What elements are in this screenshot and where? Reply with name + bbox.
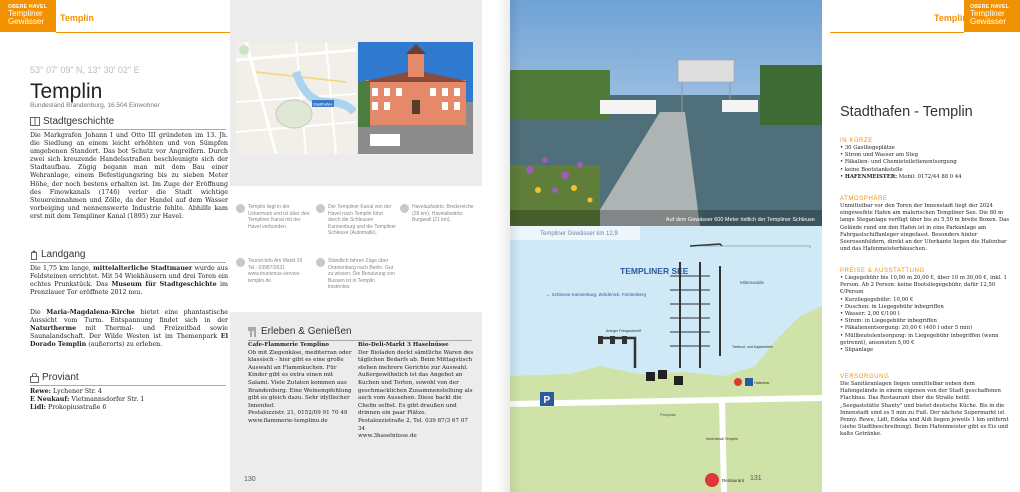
list-item: • Strom: in Liegegebühr inbegriffen — [840, 318, 937, 325]
landgang-p1 — [30, 265, 228, 297]
header-rule — [56, 32, 230, 33]
bio-text: Der Bioladen deckt sämtliche Waren des täglichen Bedarfs ab. Beim Mittagstisch stehen mehrere Gerichte zur Auswahl. Außergewöhnlich ist das Angebot an Kuchen und Torten, sowohl von der geschmacklichen Zusammenstellung als auch vom Aussehen. Diese backt die Chefin selbst. Es gibt draußen und drinnen ein paar Plätze. — [358, 349, 474, 417]
atmo-label: ATMOSPHÄRE — [840, 196, 888, 202]
map-innenstadt: Innenstadt Templin — [706, 437, 738, 441]
cafe-title: Cafe-Flammerie Templino — [248, 342, 330, 348]
info-tourist-text: Tourist-Info Am Markt 19 Tel.: 03987/2631 www.tourismus-service-templin.de — [248, 258, 303, 284]
erleben-rule — [248, 340, 472, 341]
landgang-p2-bold2: Naturtherme — [30, 325, 77, 333]
cafe-text: Ob mit Ziegenkäse, mediterran oder klassisch - hier gibt es eine große Auswahl an Flammkuchen. Für Kinder gibt es extra einen mit Salami. Viele Zutaten kommen aus Brandenburg. Eine Weinempfehlung gibt es gleich dazu. Sehr idyllischer Innenhof. — [248, 349, 352, 409]
cafe-address: Pestalozzistr. 21, 0152/09 91 70 49 — [248, 410, 348, 417]
city-map — [236, 42, 356, 154]
info-route-text: Der Templiner Kanal von der Havel nach Templin führt durch die Schleusen Kannenburg und die Templiner Schleuse (Automatik). — [328, 204, 397, 236]
harbor-map — [510, 226, 822, 492]
atmo-text: Unmittelbar vor den Toren der Innenstadt liegt der 2024 eingeweihte Hafen am malerischen Templiner See. Die 80 m lange Steganlage verfügt über bis zu 5,50 m breite Boxen. Das Gelände rund um den Hafen ist in eine Parkanlage am Fahrgastschiffanleger eingefasst. Besonders hinter Seerosenfeldern, direkt an der Uferkante liegen die Hafenbar und das Hafenmeisterhäuschen. — [840, 203, 1010, 253]
proviant-value: Prokopiusstraße 6 — [45, 404, 107, 412]
landgang-p2-bold: Maria-Magdalena-Kirche — [46, 309, 135, 316]
info-transport-text: Stündlich fahren Züge über Oranienburg nach Berlin. Gut zu wissen: Die Benutzung von Bussen ist in Templin kostenlos. — [328, 258, 395, 290]
list-item: • Liegegebühr bis 10,00 m 20,00 €, über 10 m 30,00 €, inkl. 1 Person. Ab 2 Person: keine Bootsliegegebühr, dafür 12,50 €/Person — [840, 275, 1007, 296]
map-label: Stadthafen — [313, 101, 333, 107]
erleben-title: Erleben & Genießen — [261, 326, 352, 337]
landgang-p2-bold3: El Dorado Templin — [30, 333, 228, 349]
info-route — [316, 204, 396, 237]
book-icon — [30, 117, 40, 126]
list-item: • Wasser: 2,00 €/100 l — [840, 311, 900, 318]
proviant-rule — [30, 385, 226, 386]
tab-region: OBERE HAVEL — [8, 4, 48, 10]
versorgung-text: Die Sanitäranlagen liegen unmittelbar neben dem Hafengelände in einem eigenen von der Stadt geschaffenen Flachbau. Das Restaurant über die Straße heißt „Seegaststätte Shanty" und bietet deutsche Küche. Bis in die Innenstadt sind es 5 min zu Fuß. Der nächste Supermarkt ist Penny. Rewe, Lidl, Edeka und Aldi liegen jeweils 1 km entfernt (siehe Stadtbeschreibung). Beim Hafenmeister gibt es Eis und kalte Getränke. — [840, 381, 1009, 438]
landgang-p1-post: im Prenzlauer Tor eröffnete 2012 neu. — [30, 281, 228, 297]
route-icon — [316, 204, 325, 213]
preise-item: Fäkalienentsorgung: 20,00 € (400 l oder 5 min) — [844, 325, 973, 332]
preise-list — [840, 275, 1010, 354]
landgang-p1-bold: mittelalterliche Stadtmauer — [93, 265, 193, 272]
bio-address: Pestalozzistraße 2, Tel. 039 87/3 67 07 34 — [358, 417, 468, 432]
landgang-title: Landgang — [41, 249, 86, 260]
landgang-rule — [30, 262, 226, 263]
location-icon — [236, 204, 245, 213]
kurz-item: keine Bootstankstelle — [844, 166, 903, 173]
parking-sign: P — [543, 395, 551, 406]
preise-item: Slipanlage — [844, 347, 874, 354]
info-distance — [400, 204, 476, 224]
info-transport — [316, 258, 396, 291]
kurz-list — [840, 145, 1010, 181]
erleben-col1 — [248, 342, 354, 426]
list-item: • Kurzliegegebühr: 10,00 € — [840, 296, 914, 303]
list-item: • Fäkalien- und Chemietoilettenentsorgung — [840, 159, 957, 166]
list-item: • 30 Gastliegeplätze — [840, 145, 895, 151]
section-tab — [0, 0, 56, 32]
preise-item: Strom: in Liegegebühr inbegriffen — [844, 318, 937, 325]
list-item: • Strom und Wasser am Steg — [840, 152, 918, 159]
page-number: 131 — [750, 475, 762, 482]
proviant-title: Proviant — [42, 372, 79, 383]
proviant-heading — [30, 372, 79, 383]
map-direction: ← Schleuse Kannenburg, Zehdenick, Fürstenberg — [546, 292, 647, 297]
tab-title: Templin — [60, 13, 94, 23]
versorgung-label: VERSORGUNG — [840, 374, 890, 380]
page-number: 130 — [244, 476, 256, 483]
section-tab — [964, 0, 1020, 32]
list-item: • Fäkalienentsorgung: 20,00 € (400 l oder 5 min) — [840, 325, 973, 332]
preise-item: Duschen: in Liegegebühr inbegriffen — [844, 303, 944, 310]
proviant-key: Rewe: — [30, 388, 51, 395]
preise-label: PREISE & AUSSTATTUNG — [840, 268, 925, 274]
stadtgeschichte-heading — [30, 116, 114, 127]
tab-line2: Gewässer — [970, 17, 1007, 26]
list-item — [30, 396, 228, 404]
landgang-p2-mid2: mit Thermal- und Freizeitbad sowie Saunalandschaft. Der Wilde Westen ist im Themenpark — [30, 325, 228, 341]
harbor-title: Stadthafen - Templin — [840, 104, 973, 120]
tab-line1: Templiner — [8, 9, 43, 18]
list-item: • Slipanlage — [840, 347, 874, 354]
hafenmeister-label: HAFENMEISTER: — [844, 173, 898, 180]
erleben-col2 — [358, 342, 476, 441]
harbor-photo — [510, 0, 822, 226]
map-restaurant: Restaurant — [722, 478, 745, 483]
info-location — [236, 204, 312, 230]
info-location-text: Templin liegt in der Uckermark und ist über den Templiner Kanal mit der Havel verbunden. — [248, 204, 310, 230]
hafenmeister-value: Mobil: 0172/44 88 0 44 — [897, 173, 962, 180]
cutlery-icon — [248, 327, 258, 337]
proviant-key: Lidl: — [30, 404, 46, 412]
map-tret: Tretboot- und Kajakverleih — [732, 345, 773, 349]
landgang-p2 — [30, 309, 228, 349]
kurz-label: IN KÜRZE — [840, 138, 873, 144]
preise-item: Kurzliegegebühr: 10,00 € — [844, 296, 914, 303]
stadtgeschichte-title: Stadtgeschichte — [43, 116, 115, 127]
proviant-key: E Neukauf: — [30, 396, 70, 404]
landgang-p1-mid: wurde aus Feldsteinen errichtet. Mit 54 Wiekhäusern und drei Toren ein echtes Prunkstück. Das — [30, 265, 228, 289]
proviant-value: Vietmannsdorfer Str. 1 — [69, 396, 145, 404]
stadtgeschichte-text: Die Markgrafen Johann I und Otto III gründeten im 13. Jh. die Siedlung an einem leicht erhöhten und von Sümpfen umgebenen Standort. Das bot Schutz vor Angreifern. Durch zwei sich kreuzende Handelsstraßen beschleunigte sich der Stadtaufbau. Zügig begann man mit dem Bau einer Wehranlage, einem Befestigungsring bis zu sieben Meter Höhe, der noch bestens erhalten ist. Im Zuge der Eröffnung des Finowkanals (1746) verlor die Stadt wichtige Steuereinnahmen und Zölle, da der Handel auf dem Wasser vorbeiging und nennenswerte Industrie fehlte. Abhilfe kam erst mit dem Templiner Kanal (1895) zur Havel. — [30, 132, 228, 220]
preise-item: Müllbeutelentsorgung: in Liegegebühr inbegriffen (wenn getrennt), ansonsten 5,00 € — [840, 332, 999, 346]
preise-item: Liegegebühr bis 10,00 m 20,00 €, über 10 m 30,00 €, inkl. 1 Person. Ab 2 Person: keine Bootsliegegebühr, dafür 12,50 €/Person — [840, 275, 1007, 296]
distance-icon — [400, 204, 409, 213]
list-item: • Müllbeutelentsorgung: in Liegegebühr inbegriffen (wenn getrennt), ansonsten 5,00 € — [840, 332, 999, 346]
proviant-list — [30, 388, 228, 412]
kurz-item: Fäkalien- und Chemietoilettenentsorgung — [844, 159, 957, 166]
map-parkplatz: Parkplatz — [660, 413, 676, 417]
landgang-p1-bold2: Museum für Stadtgeschichte — [111, 281, 217, 289]
shopping-bag-icon — [30, 373, 39, 383]
list-item: • HAFENMEISTER: Mobil: 0172/44 88 0 44 — [840, 173, 962, 180]
bio-title: Bio-Deli-Markt 3 Haselnüsse — [358, 342, 449, 348]
right-page — [510, 0, 1020, 492]
cafe-website[interactable]: www.flammerie-templino.de — [248, 417, 328, 424]
list-item: • keine Bootstankstelle — [840, 166, 903, 173]
tab-region: OBERE HAVEL — [970, 4, 1010, 10]
tab-title: Templin — [934, 13, 968, 23]
kurz-item: Strom und Wasser am Steg — [844, 152, 918, 159]
kurz-item: 30 Gastliegeplätze — [844, 145, 895, 151]
info-icon — [236, 258, 245, 267]
town-hall-photo — [358, 42, 473, 154]
preise-item: Wasser: 2,00 €/100 l — [844, 311, 900, 318]
photo-caption: Auf dem Gewässer 600 Meter östlich der Templiner Schleuse — [665, 217, 815, 223]
map-anleger: Anleger Fahrgastschiff — [606, 329, 641, 333]
map-hafenbar: Hafenbar — [754, 381, 770, 385]
header-rule — [830, 32, 964, 33]
gutter-shadow — [510, 0, 522, 492]
city-subtitle: Bundesland Brandenburg, 16.504 Einwohner — [30, 102, 160, 109]
city-title: Templin — [30, 80, 103, 103]
list-item — [30, 404, 228, 412]
info-tourist — [236, 258, 312, 284]
bio-website[interactable]: www.3haselnüsse.de — [358, 433, 417, 440]
tab-line2: Gewässer — [8, 17, 45, 26]
coordinates: 53° 07' 09" N, 13° 30' 02" E — [30, 65, 140, 75]
landgang-p2-mid: bietet eine phantastische Aussicht vom Turm. Entspannung findet sich in der — [30, 309, 228, 325]
stadtgeschichte-rule — [30, 129, 226, 130]
train-icon — [316, 258, 325, 267]
tab-line1: Templiner — [970, 9, 1005, 18]
km-label: Templiner Gewässer km 12,9 — [540, 231, 618, 237]
list-item — [30, 388, 228, 396]
tower-icon — [30, 250, 38, 260]
lake-label: TEMPLINER SEE — [620, 266, 689, 276]
gutter-shadow — [496, 0, 510, 492]
landgang-p2-pre: Die — [30, 309, 47, 316]
map-mitten: Mittenwalde — [740, 280, 765, 285]
landgang-heading — [30, 249, 86, 260]
erleben-heading — [248, 326, 352, 337]
landgang-p2-post: (außerorts) zu erleben. — [86, 341, 163, 349]
list-item: • Duschen: in Liegegebühr inbegriffen — [840, 303, 944, 310]
landgang-p1-pre: Die 1,75 km lange, — [30, 265, 94, 272]
info-distance-text: Havelaufwärts: Bredereiche (28 km), Havelabwärts: Burgwall (21 km). — [412, 204, 474, 223]
proviant-value: Lychener Str. 4 — [51, 388, 102, 395]
